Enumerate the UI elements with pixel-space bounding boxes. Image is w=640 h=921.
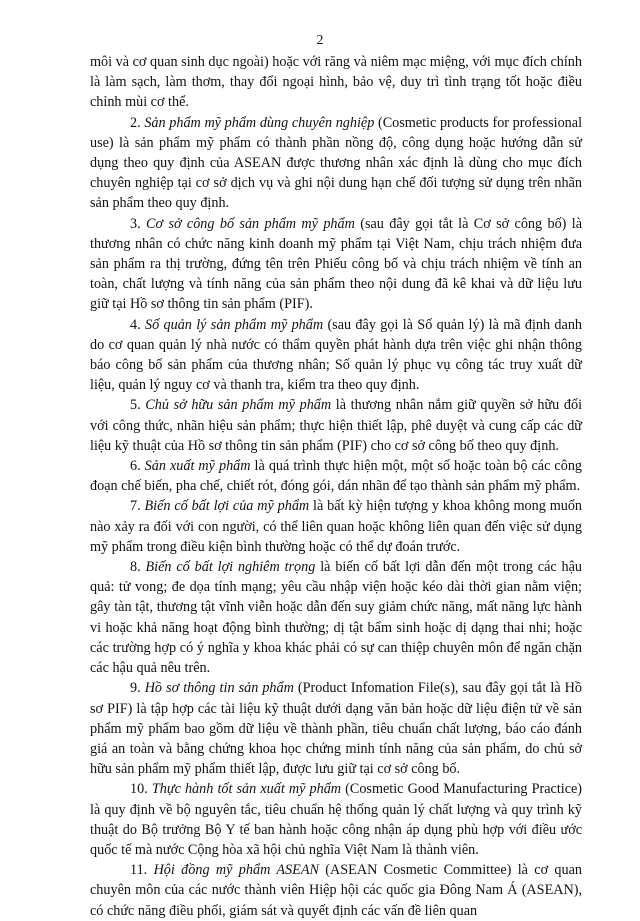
definition-text: là thương nhân nắm giữ quyền sở hữu đối với công thức, nhãn hiệu sản phẩm; thực hiện thiết lập, phê duyệt và cung cấp các dữ liệu kỹ thuật của Hồ sơ thông tin sản phẩm (PIF) cho cơ sở công bố theo quy định. <box>90 397 583 454</box>
document-body <box>90 52 582 921</box>
defined-term: Sản xuất mỹ phẩm <box>144 458 251 475</box>
defined-term: Sản phẩm mỹ phẩm dùng chuyên nghiệp <box>144 114 375 131</box>
defined-term: Hội đồng mỹ phẩm ASEAN <box>153 862 319 879</box>
item-number: 2. <box>130 114 145 131</box>
definition-text: là bất kỳ hiện tượng y khoa không mong muốn nào xảy ra đối với con người, có thể liên quan hoặc không liên quan đến việc sử dụng mỹ phẩm trong điều kiện bình thường hoặc có thể dự đoán trước. <box>90 498 583 555</box>
definition-2 <box>90 113 582 214</box>
definition-8 <box>90 557 582 678</box>
definition-text: (sau đây gọi là Số quản lý) là mã định danh do cơ quan quản lý nhà nước có thẩm quyền phát hành dựa trên việc ghi nhận thông báo công bố sản phẩm của thương nhân; Số quản lý phục vụ công tác truy xuất dữ liệu, quản lý nguy cơ và thanh tra, kiểm tra theo quy định. <box>90 316 583 394</box>
definition-text: (Product Infomation File(s), sau đây gọi tắt là Hồ sơ PIF) là tập hợp các tài liệu kỹ thuật dưới dạng văn bản hoặc dữ liệu điện tử về sản phẩm mỹ phẩm bao gồm dữ liệu về thành phần, tiêu chuẩn chất lượng, báo cáo đánh giá an toàn và bằng chứng khoa học chứng minh tính năng của sản phẩm, do chủ sở hữu sản phẩm mỹ phẩm thiết lập, được lưu giữ tại cơ sở công bố. <box>90 680 582 778</box>
intro-paragraph: môi và cơ quan sinh dục ngoài) hoặc với răng và niêm mạc miệng, với mục đích chính là làm sạch, làm thơm, thay đổi ngoại hình, bảo vệ, duy trì tình trạng tốt hoặc điều chỉnh mùi cơ thể. <box>90 54 582 111</box>
definition-4 <box>90 315 582 396</box>
definition-text: là quá trình thực hiện một, một số hoặc toàn bộ các công đoạn chế biến, pha chế, chiết rót, đóng gói, dán nhãn để tạo thành sản phẩm mỹ phẩm. <box>90 458 583 495</box>
definition-text: (Cosmetic products for professional use) là sản phẩm mỹ phẩm có thành phần nồng độ, công dụng hoặc hướng dẫn sử dụng theo quy định của ASEAN được thương nhân xác định là dùng cho mục đích chuyên nghiệp tại cơ sở dịch vụ và ghi nội dung hạn chế đối tượng sử dụng trên nhãn sản phẩm theo quy định. <box>90 114 583 212</box>
item-number: 8. <box>130 559 146 576</box>
definition-9 <box>90 678 582 779</box>
item-number: 3. <box>130 215 147 232</box>
definition-5 <box>90 395 582 456</box>
definition-7 <box>90 496 582 557</box>
definition-3 <box>90 214 582 315</box>
item-number: 7. <box>130 498 145 515</box>
definition-10 <box>90 779 582 860</box>
defined-term: Chủ sở hữu sản phẩm mỹ phẩm <box>145 397 332 414</box>
defined-term: Thực hành tốt sản xuất mỹ phẩm <box>151 781 342 798</box>
page-number: 2 <box>316 33 324 48</box>
defined-term: Cơ sở công bố sản phẩm mỹ phẩm <box>146 215 355 232</box>
definition-6 <box>90 456 582 496</box>
definition-text: (ASEAN Cosmetic Committee) là cơ quan chuyên môn của các nước thành viên Hiệp hội các quốc gia Đông Nam Á (ASEAN), có chức năng điều phối, giám sát và quyết định các vấn đề liên quan <box>90 862 582 919</box>
definition-text: (sau đây gọi tắt là Cơ sở công bố) là thương nhân có chức năng kinh doanh mỹ phẩm tại Việt Nam, chịu trách nhiệm đưa sản phẩm ra thị trường, đứng tên trên Phiếu công bố và chịu trách nhiệm về tính an toàn, chất lượng và tính năng của sản phẩm theo nội dung đã kê khai và dữ liệu lưu giữ tại Hồ sơ thông tin sản phẩm (PIF). <box>90 215 583 313</box>
item-number: 9. <box>130 680 145 697</box>
item-number: 5. <box>130 397 146 414</box>
item-number: 10. <box>130 781 152 798</box>
definition-text: là biến cố bất lợi dẫn đến một trong các hậu quả: tử vong; đe dọa tính mạng; yêu cầu nhập viện hoặc kéo dài thời gian nằm viện; gây tàn tật, thương tật vĩnh viễn hoặc dẫn đến suy giảm chức năng, mất năng lực hành vi hoặc khả năng hoạt động bình thường; dị tật bẩm sinh hoặc dị dạng thai nhi; hoặc các trường hợp có ý nghĩa y khoa khác phải có sự can thiệp chuyên môn để ngăn chặn các hậu quả nêu trên. <box>90 559 583 677</box>
defined-term: Số quản lý sản phẩm mỹ phẩm <box>144 316 324 333</box>
item-number: 4. <box>130 316 145 333</box>
item-number: 11. <box>130 862 154 879</box>
item-number: 6. <box>130 458 145 475</box>
defined-term: Biến cố bất lợi của mỹ phẩm <box>144 498 310 515</box>
defined-term: Hồ sơ thông tin sản phẩm <box>144 680 294 697</box>
definition-11 <box>90 860 582 921</box>
defined-term: Biến cố bất lợi nghiêm trọng <box>145 559 316 576</box>
definition-text: (Cosmetic Good Manufacturing Practice) là quy định về bộ nguyên tắc, tiêu chuẩn hệ thống quản lý chất lượng và quy trình kỹ thuật do Bộ trưởng Bộ Y tế ban hành hoặc công nhận áp dụng phù hợp với điều ước quốc tế mà nước Cộng hòa xã hội chủ nghĩa Việt Nam là thành viên. <box>90 781 583 858</box>
